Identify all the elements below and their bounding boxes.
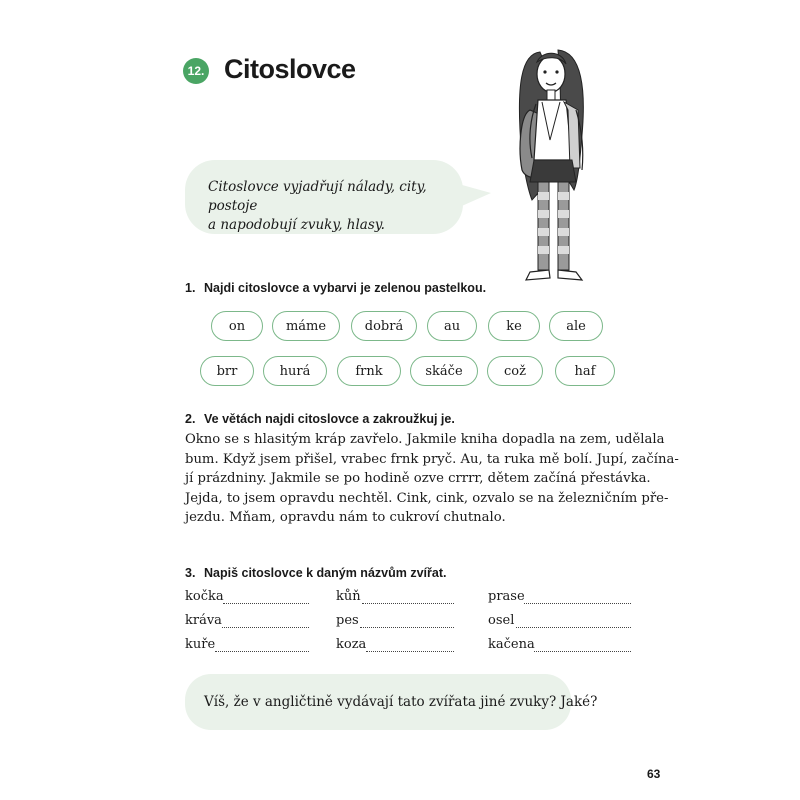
animal-label: kočka	[185, 589, 224, 604]
task-3-heading	[185, 566, 446, 580]
chapter-number-badge: 12.	[183, 58, 209, 84]
word-pill[interactable]: frnk	[337, 356, 401, 386]
definition-bubble-tail	[455, 183, 491, 209]
paragraph-line: Okno se s hlasitým kráp zavřelo. Jakmile kniha dopadla na zem, udělala	[185, 432, 665, 447]
page-title: Citoslovce	[224, 54, 356, 84]
animal-label: kráva	[185, 613, 222, 628]
task-1-heading	[185, 281, 486, 295]
task-3-instruction: Napiš citoslovce k daným názvům zvířat.	[204, 566, 447, 580]
animal-label: kačena	[488, 637, 535, 652]
task-1-instruction: Najdi citoslovce a vybarvi je zelenou pastelkou.	[204, 281, 487, 295]
paragraph-line: jezdu. Mňam, opravdu nám to cukroví chutnalo.	[185, 510, 506, 525]
task-3-number: 3.	[185, 566, 196, 580]
task-2-number: 2.	[185, 412, 196, 426]
word-pill[interactable]: ke	[488, 311, 540, 341]
definition-text	[208, 178, 458, 235]
answer-line[interactable]	[534, 651, 631, 652]
answer-line[interactable]	[215, 651, 309, 652]
task-2-paragraph	[185, 430, 679, 528]
word-pill[interactable]: což	[487, 356, 543, 386]
animal-label: koza	[336, 637, 367, 652]
answer-line[interactable]	[360, 627, 454, 628]
animal-label: prase	[488, 589, 525, 604]
word-pill[interactable]: haf	[555, 356, 615, 386]
question-text: Víš, že v angličtině vydávají tato zvířata jiné zvuky? Jaké?	[204, 694, 598, 710]
word-pill[interactable]: ale	[549, 311, 603, 341]
word-pill[interactable]: on	[211, 311, 263, 341]
word-pill[interactable]: máme	[272, 311, 340, 341]
girl-illustration	[490, 40, 620, 290]
answer-line[interactable]	[362, 603, 454, 604]
page-number: 63	[647, 767, 661, 781]
definition-line: Citoslovce vyjadřují nálady, city, postoje	[208, 179, 427, 214]
answer-line[interactable]	[524, 603, 631, 604]
animal-label: pes	[336, 613, 359, 628]
animal-label: osel	[488, 613, 515, 628]
word-pill[interactable]: dobrá	[351, 311, 417, 341]
animal-label: kůň	[336, 589, 361, 604]
answer-line[interactable]	[516, 627, 631, 628]
word-pill[interactable]: hurá	[263, 356, 327, 386]
paragraph-line: Jejda, to jsem opravdu nechtěl. Cink, cink, ozvalo se na železničním pře-	[185, 490, 669, 506]
paragraph-line: bum. Když jsem přišel, vrabec frnk pryč. Au, ta ruka mě bolí. Jupí, začína-	[185, 451, 679, 467]
word-pill[interactable]: brr	[200, 356, 254, 386]
task-2-instruction: Ve větách najdi citoslovce a zakroužkuj je.	[204, 412, 455, 426]
word-pill[interactable]: au	[427, 311, 477, 341]
answer-line[interactable]	[366, 651, 454, 652]
word-pill[interactable]: skáče	[410, 356, 478, 386]
paragraph-line: jí prázdniny. Jakmile se po hodině ozve crrrr, dětem začíná přestávka.	[185, 471, 651, 486]
task-2-heading	[185, 412, 455, 426]
answer-line[interactable]	[222, 627, 309, 628]
answer-line[interactable]	[223, 603, 309, 604]
animal-label: kuře	[185, 637, 216, 652]
definition-line: a napodobují zvuky, hlasy.	[208, 217, 385, 233]
task-1-number: 1.	[185, 281, 196, 295]
